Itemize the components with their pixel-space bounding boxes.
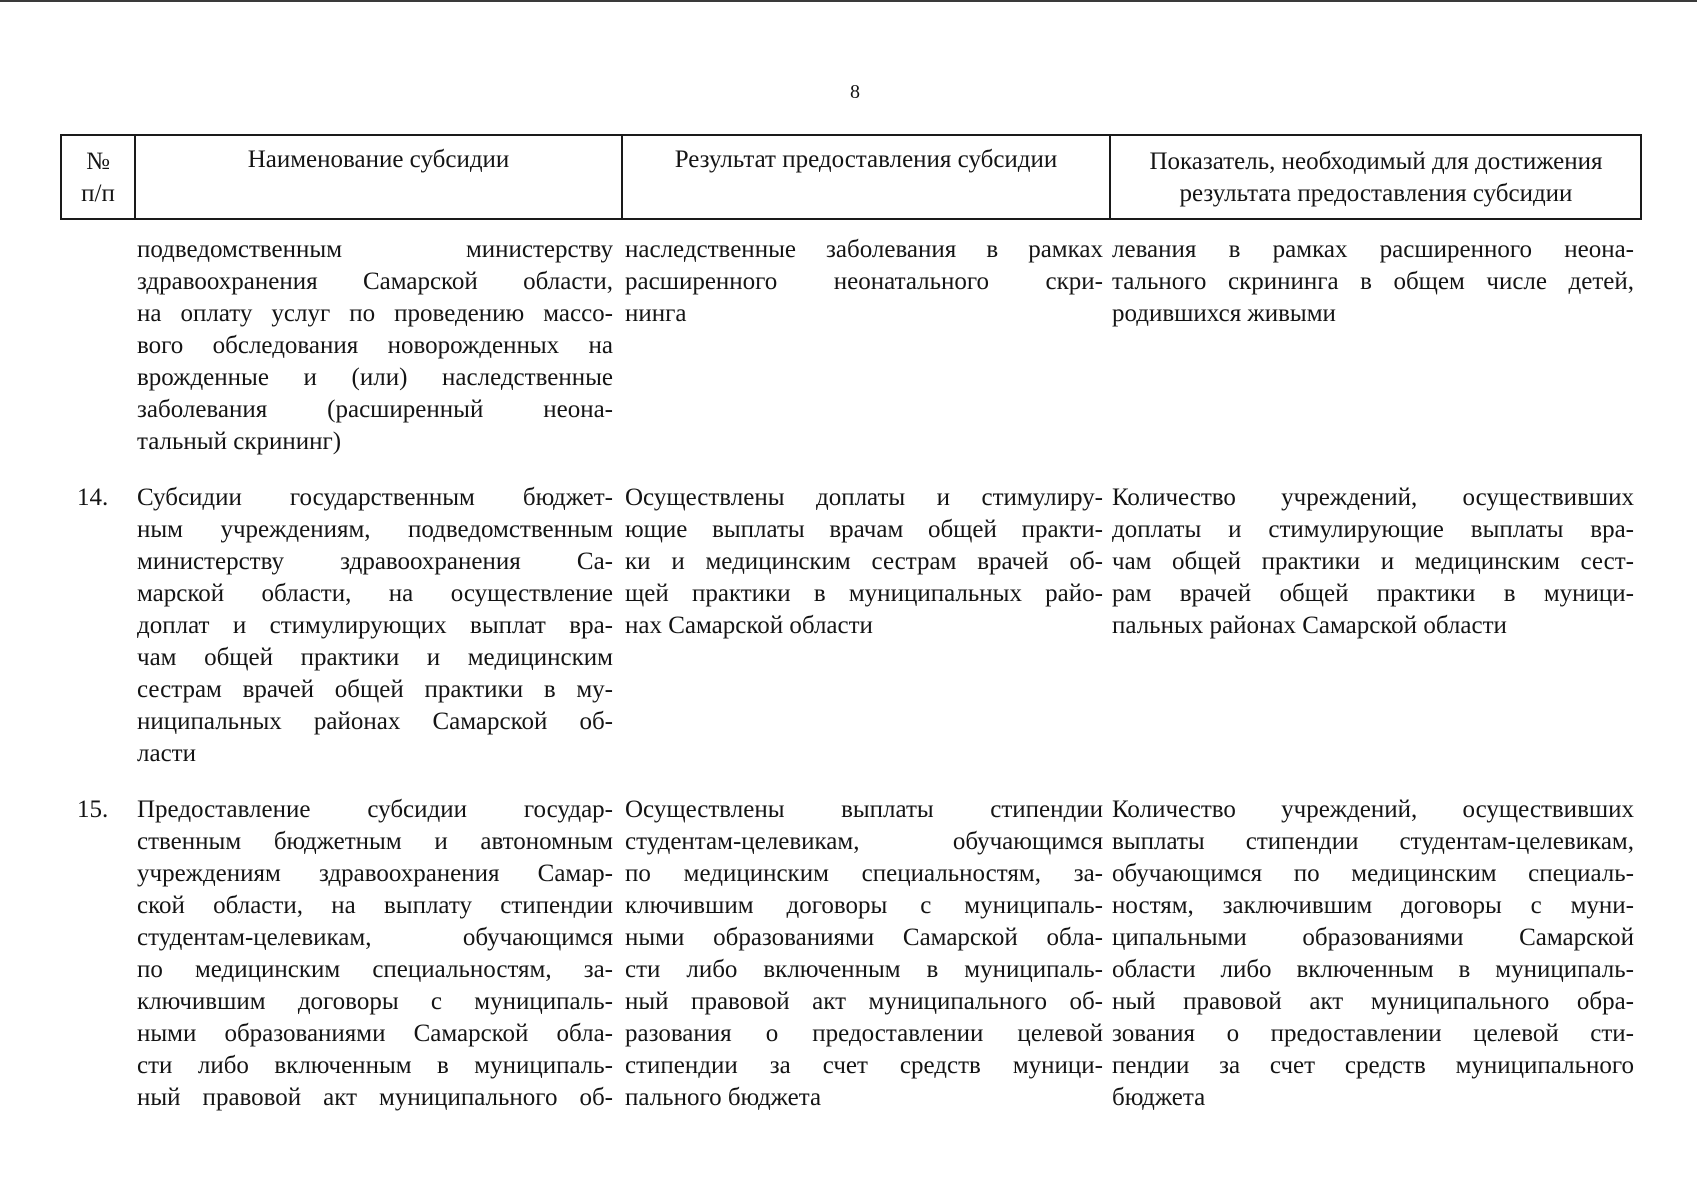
text-line: Предоставление субсидии государ- — [137, 796, 613, 823]
text-line: щей практики в муниципальных райо- — [625, 580, 1103, 607]
text-line: Количество учреждений, осуществивших — [1112, 484, 1634, 511]
header-indicator-line: Показатель, необходимый для достижения — [1149, 148, 1603, 175]
text-line: левания в рамках расширенного неона- — [1112, 236, 1634, 263]
row-15-name — [137, 794, 613, 1114]
table-header — [60, 134, 1642, 220]
text-line: разования о предоставлении целевой — [625, 1020, 1103, 1047]
text-line: чам общей практики и медицинским — [137, 644, 613, 671]
text-line: Осуществлены выплаты стипендии — [625, 796, 1103, 823]
text-line: обучающимся по медицинским специаль- — [1112, 860, 1634, 887]
row-continued-result — [625, 234, 1103, 330]
text-line: рам врачей общей практики в муници- — [1112, 580, 1634, 607]
text-line: выплаты стипендии студентам-целевикам, — [1112, 828, 1634, 855]
header-subsidy-result — [623, 144, 1109, 176]
text-line: Субсидии государственным бюджет- — [137, 484, 613, 511]
text-line: нах Самарской области — [625, 612, 873, 639]
text-line: на оплату услуг по проведению массо- — [137, 300, 613, 327]
text-line: Осуществлены доплаты и стимулиру- — [625, 484, 1103, 511]
header-indicator-line: результата предоставления субсидии — [1179, 180, 1573, 207]
text-line: ностям, заключившим договоры с муни- — [1112, 892, 1634, 919]
text-line: ласти — [137, 740, 196, 767]
row-continued-name — [137, 234, 613, 458]
text-line: зования о предоставлении целевой сти- — [1112, 1020, 1634, 1047]
text-line: области либо включенным в муниципаль- — [1112, 956, 1634, 983]
row-14-name — [137, 482, 613, 770]
page-number: 8 — [850, 81, 860, 103]
row-15-indicator — [1112, 794, 1634, 1114]
text-line: здравоохранения Самарской области, — [137, 268, 613, 295]
text-line: подведомственным министерству — [137, 236, 613, 263]
row-14-result — [625, 482, 1103, 642]
text-line: ниципальных районах Самарской об- — [137, 708, 613, 735]
text-line: ключившим договоры с муниципаль- — [625, 892, 1103, 919]
text-line: расширенного неонатального скри- — [625, 268, 1103, 295]
text-line: ключившим договоры с муниципаль- — [137, 988, 613, 1015]
text-line: родившихся живыми — [1112, 300, 1336, 327]
text-line: ный правовой акт муниципального обра- — [1112, 988, 1634, 1015]
header-number — [62, 146, 134, 210]
text-line: нинга — [625, 300, 687, 327]
row-15-result — [625, 794, 1103, 1114]
text-line: вого обследования новорожденных на — [137, 332, 613, 359]
text-line: ципальными образованиями Самарской — [1112, 924, 1634, 951]
text-line: бюджета — [1112, 1084, 1206, 1111]
text-line: марской области, на осуществление — [137, 580, 613, 607]
text-line: сти либо включенным в муниципаль- — [625, 956, 1103, 983]
header-name-line: Наименование субсидии — [247, 146, 510, 173]
text-line: ственным бюджетным и автономным — [137, 828, 613, 855]
text-line: наследственные заболевания в рамках — [625, 236, 1103, 263]
text-line: тального скрининга в общем числе детей, — [1112, 268, 1634, 295]
text-line: министерству здравоохранения Са- — [137, 548, 613, 575]
text-line: Количество учреждений, осуществивших — [1112, 796, 1634, 823]
text-line: студентам-целевикам, обучающимся — [625, 828, 1103, 855]
text-line: студентам-целевикам, обучающимся — [137, 924, 613, 951]
row-number: 15. — [77, 796, 109, 823]
text-line: сестрам врачей общей практики в му- — [137, 676, 613, 703]
text-line: по медицинским специальностям, за- — [625, 860, 1103, 887]
text-line: ным учреждениям, подведомственным — [137, 516, 613, 543]
text-line: по медицинским специальностям, за- — [137, 956, 613, 983]
header-subsidy-name — [136, 144, 621, 176]
text-line: ными образованиями Самарской обла- — [625, 924, 1103, 951]
text-line: ской области, на выплату стипендии — [137, 892, 613, 919]
text-line: чам общей практики и медицинским сест- — [1112, 548, 1634, 575]
text-line: пальных районах Самарской области — [1112, 612, 1507, 639]
row-number: 14. — [77, 484, 109, 511]
header-number-line: п/п — [81, 180, 115, 207]
text-line: ющие выплаты врачам общей практи- — [625, 516, 1103, 543]
header-result-line: Результат предоставления субсидии — [674, 146, 1058, 173]
text-line: врожденные и (или) наследственные — [137, 364, 613, 391]
text-line: стипендии за счет средств муници- — [625, 1052, 1103, 1079]
row-14-indicator — [1112, 482, 1634, 642]
text-line: тальный скрининг) — [137, 428, 342, 455]
text-line: ными образованиями Самарской обла- — [137, 1020, 613, 1047]
header-number-line: № — [86, 148, 110, 175]
text-line: заболевания (расширенный неона- — [137, 396, 613, 423]
text-line: ный правовой акт муниципального об- — [625, 988, 1103, 1015]
row-continued-indicator — [1112, 234, 1634, 330]
top-rule — [0, 0, 1697, 2]
text-line: доплаты и стимулирующие выплаты вра- — [1112, 516, 1634, 543]
text-line: ный правовой акт муниципального об- — [137, 1084, 613, 1111]
text-line: сти либо включенным в муниципаль- — [137, 1052, 613, 1079]
header-indicator — [1111, 146, 1641, 210]
text-line: пального бюджета — [625, 1084, 822, 1111]
text-line: учреждениям здравоохранения Самар- — [137, 860, 613, 887]
text-line: пендии за счет средств муниципального — [1112, 1052, 1634, 1079]
text-line: доплат и стимулирующих выплат вра- — [137, 612, 613, 639]
text-line: ки и медицинским сестрам врачей об- — [625, 548, 1103, 575]
